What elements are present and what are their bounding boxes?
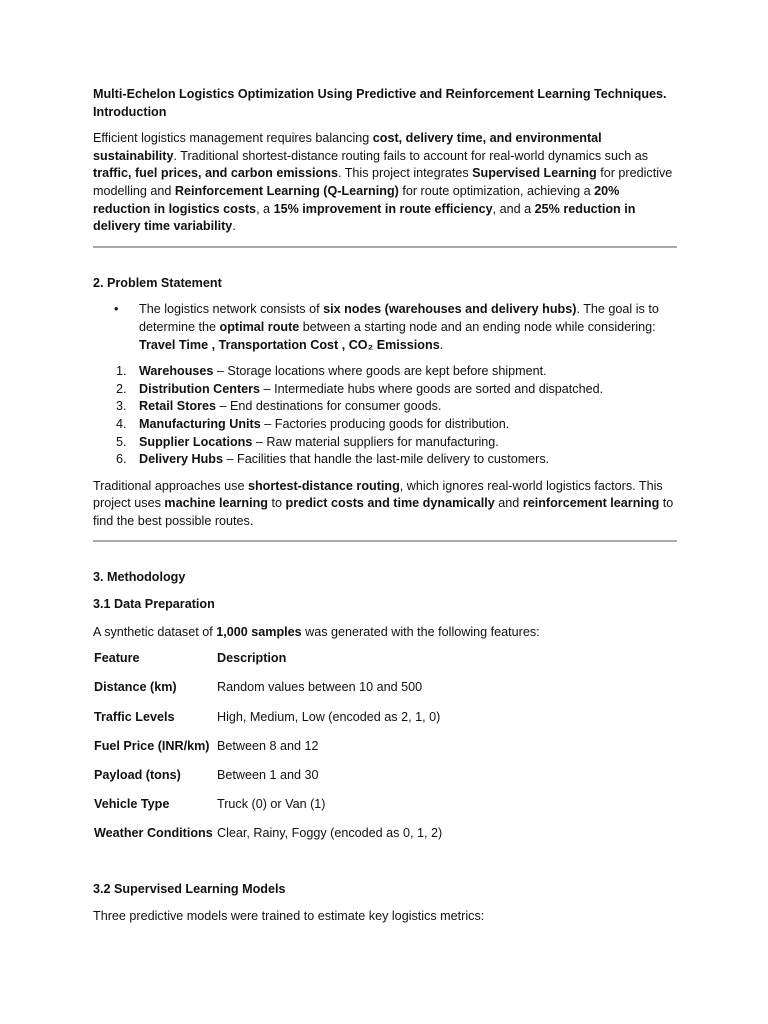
list-item: 5. Supplier Locations – Raw material suppliers for manufacturing. [116, 434, 499, 449]
methodology-heading: 3. Methodology [93, 570, 186, 585]
table-header-row [93, 650, 442, 679]
problem-statement-heading: 2. Problem Statement [93, 275, 222, 290]
list-item: 3. Retail Stores – End destinations for consumer goods. [116, 399, 442, 414]
list-item: 1. Warehouses – Storage locations where goods are kept before shipment. [116, 364, 547, 379]
feature-table [93, 650, 442, 854]
table-header-cell: Feature [94, 651, 140, 666]
problem-bullet-list [93, 301, 677, 354]
feature-description-cell: Between 1 and 30 [217, 768, 319, 782]
feature-name-cell: Weather Conditions [94, 826, 213, 841]
feature-description-cell: Clear, Rainy, Foggy (encoded as 0, 1, 2) [217, 826, 443, 841]
introduction-paragraph: Efficient logistics management requires balancing cost, delivery time, and environmental sustainability. Traditional shortest-distance routing fails to account for real-world dynamics such as traffic, fuel prices, and carbon emissions. This project integrates Supervised Learning for predictive modelling and Reinforcement Learning (Q-Learning) for route optimization, achieving a 20% reduction in logistics costs, a 15% improvement in route efficiency, and a 25% reduction in delivery time variability. [93, 131, 673, 234]
problem-closing-paragraph: Traditional approaches use shortest-distance routing, which ignores real-world logistics factors. This project uses machine learning to predict costs and time dynamically and reinforcement learning to find the best possible routes. [93, 478, 674, 528]
table-header-cell: Description [217, 651, 287, 666]
node-type-list [93, 363, 677, 469]
feature-description-cell: Random values between 10 and 500 [217, 680, 423, 695]
introduction-heading: Introduction [93, 104, 167, 119]
table-row [93, 825, 442, 854]
document-body [93, 86, 677, 935]
data-preparation-heading: 3.1 Data Preparation [93, 597, 215, 612]
list-item: 4. Manufacturing Units – Factories producing goods for distribution. [116, 416, 510, 431]
list-item: 6. Delivery Hubs – Facilities that handle the last-mile delivery to customers. [116, 452, 550, 467]
bullet-icon: • [114, 302, 119, 317]
table-row [93, 738, 442, 767]
supervised-learning-heading: 3.2 Supervised Learning Models [93, 881, 286, 896]
list-item: 2. Distribution Centers – Intermediate hubs where goods are sorted and dispatched. [116, 381, 604, 396]
table-row [93, 767, 442, 796]
feature-description-cell: High, Medium, Low (encoded as 2, 1, 0) [217, 709, 441, 724]
section-divider [93, 246, 677, 248]
dataset-paragraph: A synthetic dataset of 1,000 samples was generated with the following features: [93, 624, 540, 639]
feature-name-cell: Payload (tons) [94, 768, 181, 782]
supervised-learning-intro: Three predictive models were trained to estimate key logistics metrics: [93, 909, 485, 924]
list-item: • The logistics network consists of six nodes (warehouses and delivery hubs). The goal is to determine the optimal route between a starting node and an ending node while considering: Travel Time , Transportation Cost , CO₂ Emissions. [114, 302, 659, 352]
feature-name-cell: Vehicle Type [94, 797, 170, 812]
feature-description-cell: Between 8 and 12 [217, 738, 319, 753]
table-row [93, 679, 442, 708]
feature-name-cell: Distance (km) [94, 680, 177, 695]
document-title: Multi-Echelon Logistics Optimization Using Predictive and Reinforcement Learning Techniques. [93, 87, 667, 101]
feature-description-cell: Truck (0) or Van (1) [217, 797, 326, 812]
feature-name-cell: Traffic Levels [94, 709, 175, 724]
section-divider [93, 540, 677, 542]
feature-name-cell: Fuel Price (INR/km) [94, 738, 210, 753]
table-row [93, 709, 442, 738]
table-row [93, 796, 442, 825]
